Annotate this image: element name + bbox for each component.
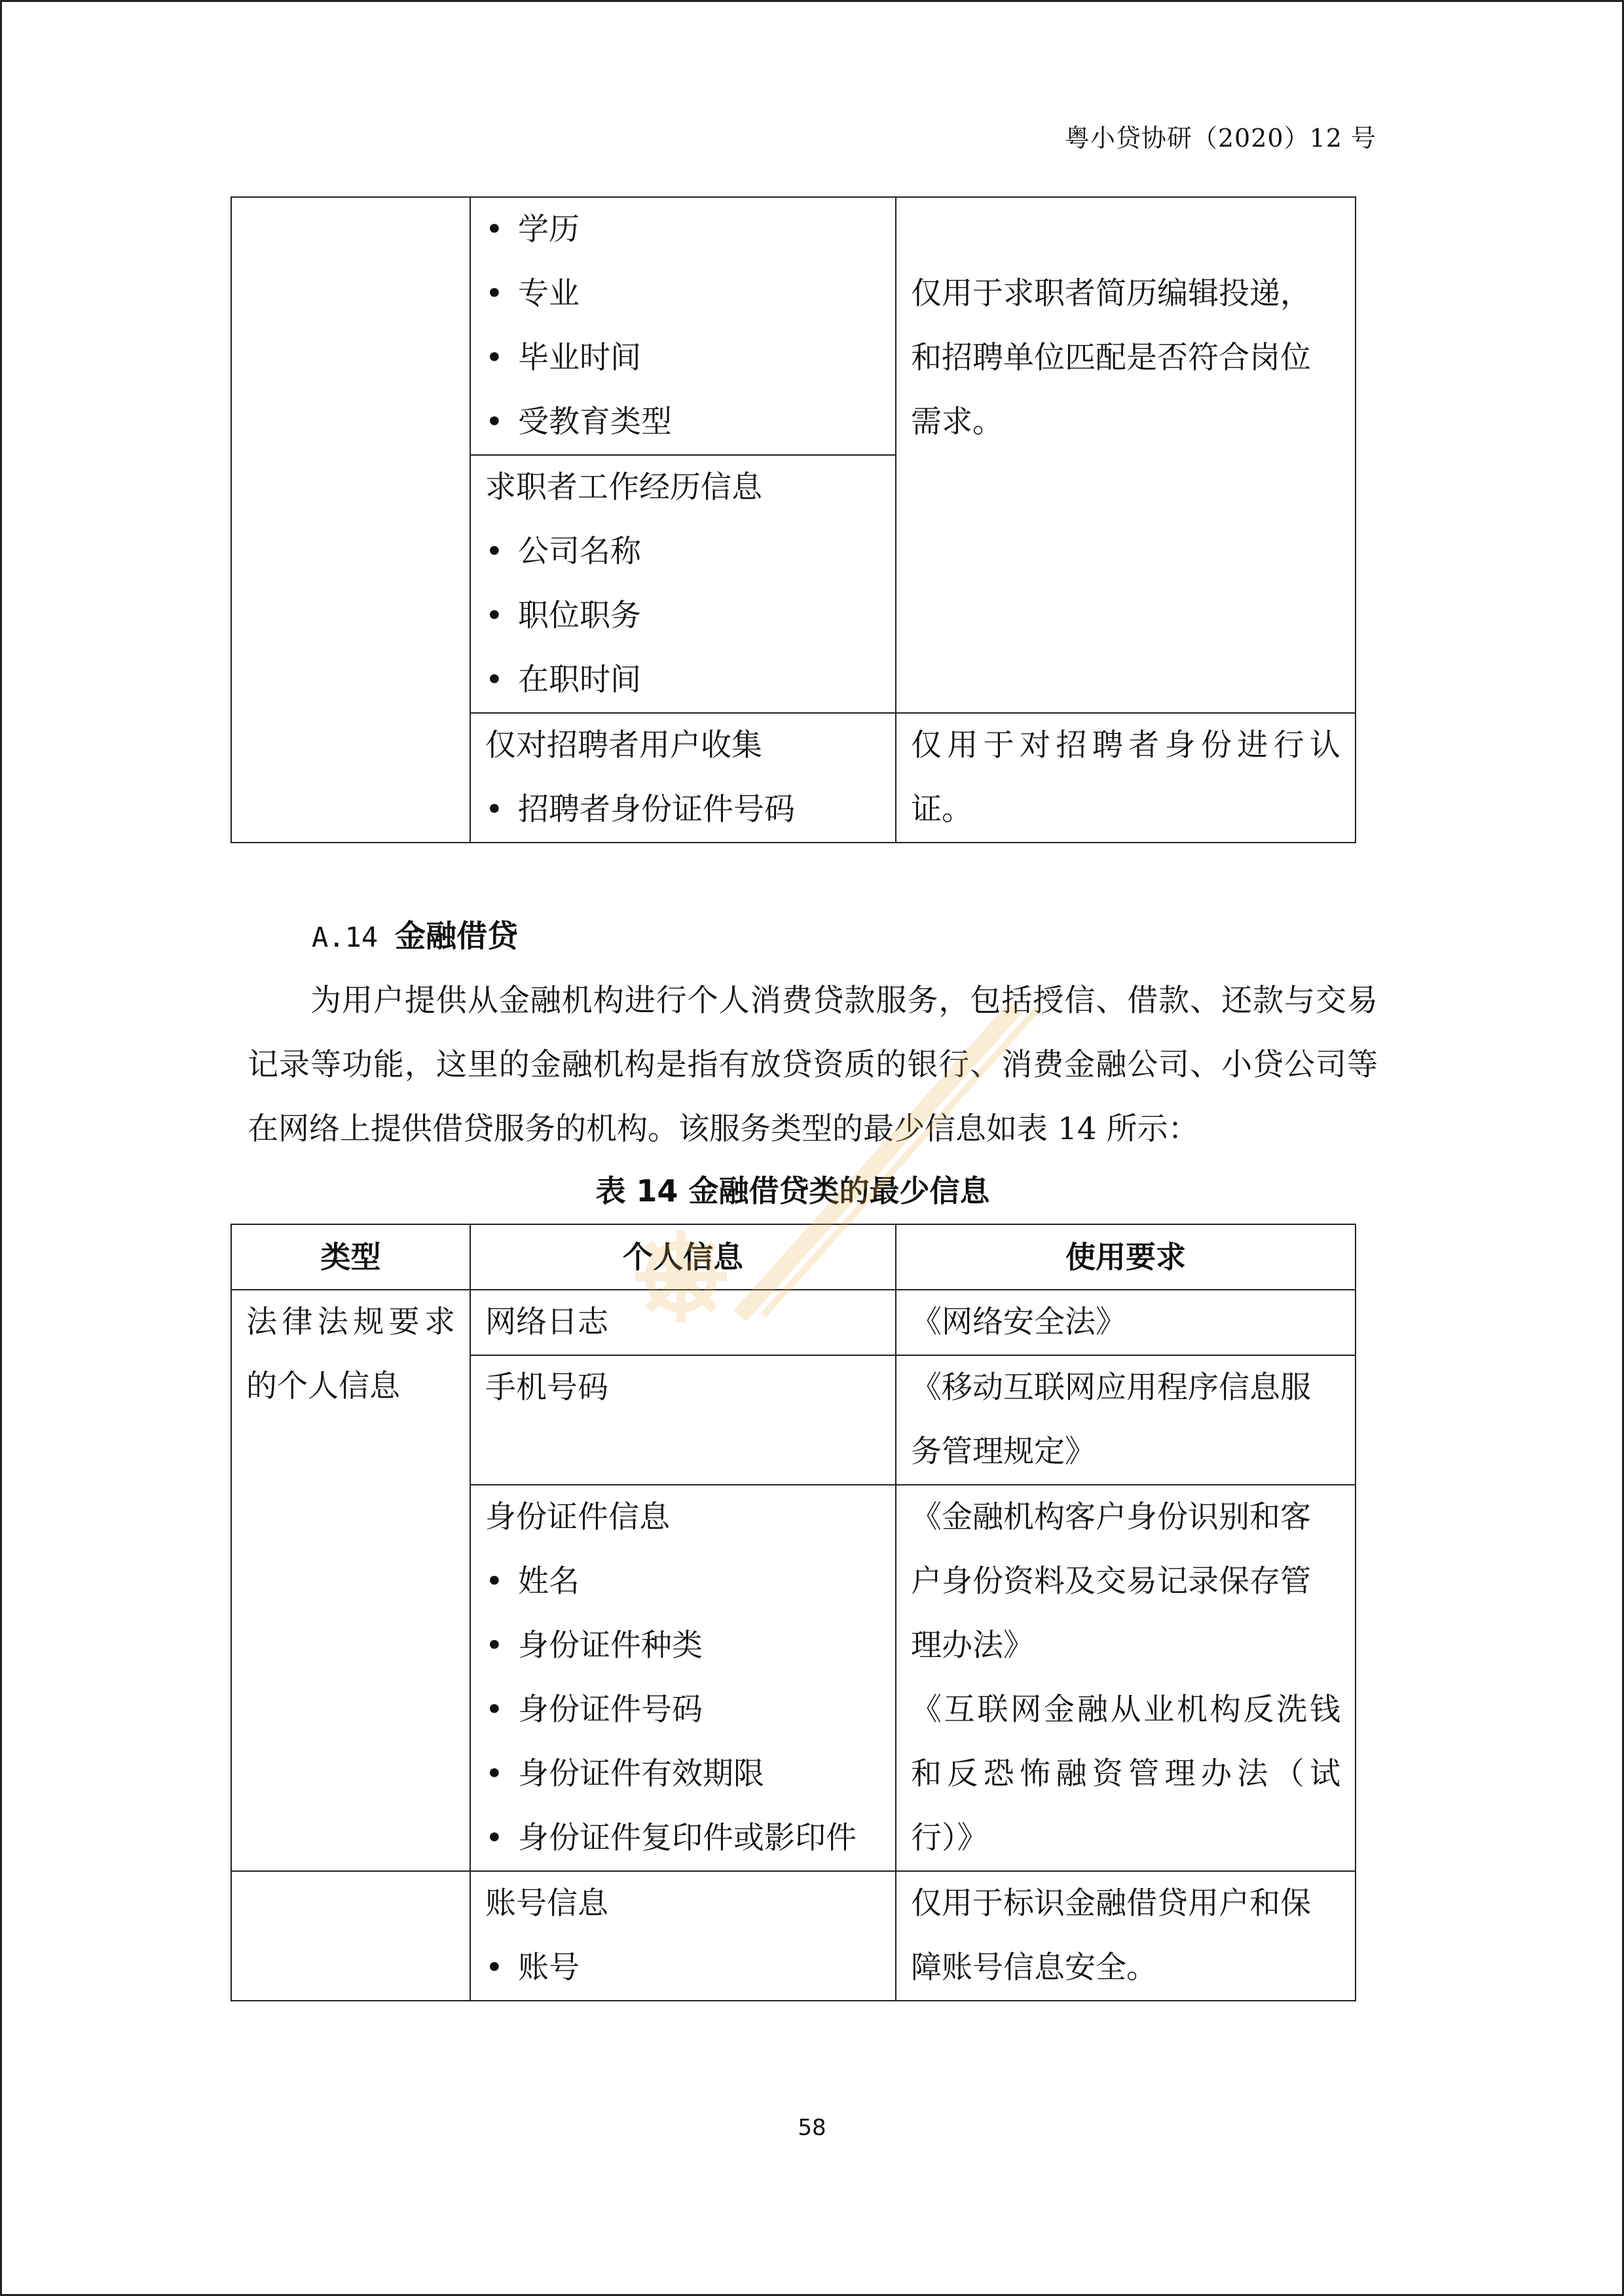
info-title: 求职者工作经历信息 [485, 469, 762, 505]
category-label: 法律法规要求的个人信息 [246, 1304, 455, 1404]
list-item: • 账号 [485, 1936, 881, 2000]
document-number: 粤小贷协研（2020）12 号 [1064, 124, 1376, 153]
column-header-type: 类型 [231, 1224, 470, 1290]
requirement-cell [896, 1290, 1356, 1355]
list-item: • 公司名称 [485, 520, 881, 584]
category-cell-empty [231, 1871, 470, 2001]
requirement-cell [896, 1355, 1356, 1485]
info-cell [470, 455, 896, 713]
info-cell [470, 1290, 896, 1355]
list-item: • 专业 [485, 262, 881, 326]
requirement-text: 《网络安全法》 [911, 1304, 1126, 1340]
section-number: A.14 [312, 921, 378, 953]
requirement-cell [896, 1485, 1356, 1871]
requirement-text: 仅用于求职者简历编辑投递，和招聘单位匹配是否符合岗位需求。 [911, 276, 1311, 440]
info-title: 身份证件信息 [485, 1499, 670, 1535]
financial-lending-table [231, 1224, 1356, 2001]
list-item: • 学历 [485, 198, 881, 262]
table-row [231, 1871, 1356, 2001]
requirement-text: 仅用于对招聘者身份进行认证。 [911, 727, 1340, 828]
info-cell [470, 713, 896, 843]
info-text: 手机号码 [485, 1370, 608, 1406]
section-paragraph: 为用户提供从金融机构进行个人消费贷款服务，包括授信、借款、还款与交易记录等功能，这里的金融机构是指有放贷资质的银行、消费金融公司、小贷公司等在网络上提供借贷服务的机构。该服务类型的最少信息如表 14 所示： [248, 983, 1378, 1147]
table-row [231, 1290, 1356, 1355]
requirement-text: 《互联网金融从业机构反洗钱和反恐怖融资管理办法（试行）》 [911, 1692, 1340, 1856]
list-item: • 在职时间 [485, 648, 881, 712]
table-header-row [231, 1224, 1356, 1290]
info-cell [470, 1871, 896, 2001]
info-cell [470, 1485, 896, 1871]
table-row [231, 197, 1356, 455]
category-cell [231, 1290, 470, 1871]
requirement-text: 仅用于标识金融借贷用户和保障账号信息安全。 [911, 1886, 1311, 1986]
requirement-text: 《移动互联网应用程序信息服务管理规定》 [911, 1370, 1311, 1470]
list-item: • 毕业时间 [485, 326, 881, 390]
requirement-text: 《金融机构客户身份识别和客户身份资料及交易记录保存管理办法》 [911, 1499, 1311, 1664]
info-title: 仅对招聘者用户收集 [485, 727, 762, 763]
section-heading [312, 905, 518, 970]
requirement-cell [896, 1871, 1356, 2001]
list-item: • 招聘者身份证件号码 [485, 778, 881, 842]
list-item: • 身份证件种类 [485, 1614, 881, 1678]
table-caption: 表 14 金融借贷类的最少信息 [595, 1173, 990, 1209]
list-item: • 受教育类型 [485, 390, 881, 454]
requirement-cell [896, 197, 1356, 713]
info-cell [470, 197, 896, 455]
list-item: • 职位职务 [485, 584, 881, 648]
list-item: • 身份证件号码 [485, 1678, 881, 1742]
continued-table [231, 196, 1356, 843]
requirement-cell [896, 713, 1356, 843]
column-header-personal-info: 个人信息 [470, 1224, 896, 1290]
page-number: 58 [798, 2115, 826, 2141]
list-item: • 姓名 [485, 1550, 881, 1614]
column-header-requirement: 使用要求 [896, 1224, 1356, 1290]
list-item: • 身份证件复印件或影印件 [485, 1806, 881, 1870]
info-cell [470, 1355, 896, 1485]
info-text: 网络日志 [485, 1304, 608, 1340]
info-title: 账号信息 [485, 1886, 608, 1922]
category-cell-empty [231, 197, 470, 843]
list-item: • 身份证件有效期限 [485, 1742, 881, 1806]
section-title: 金融借贷 [395, 919, 519, 955]
